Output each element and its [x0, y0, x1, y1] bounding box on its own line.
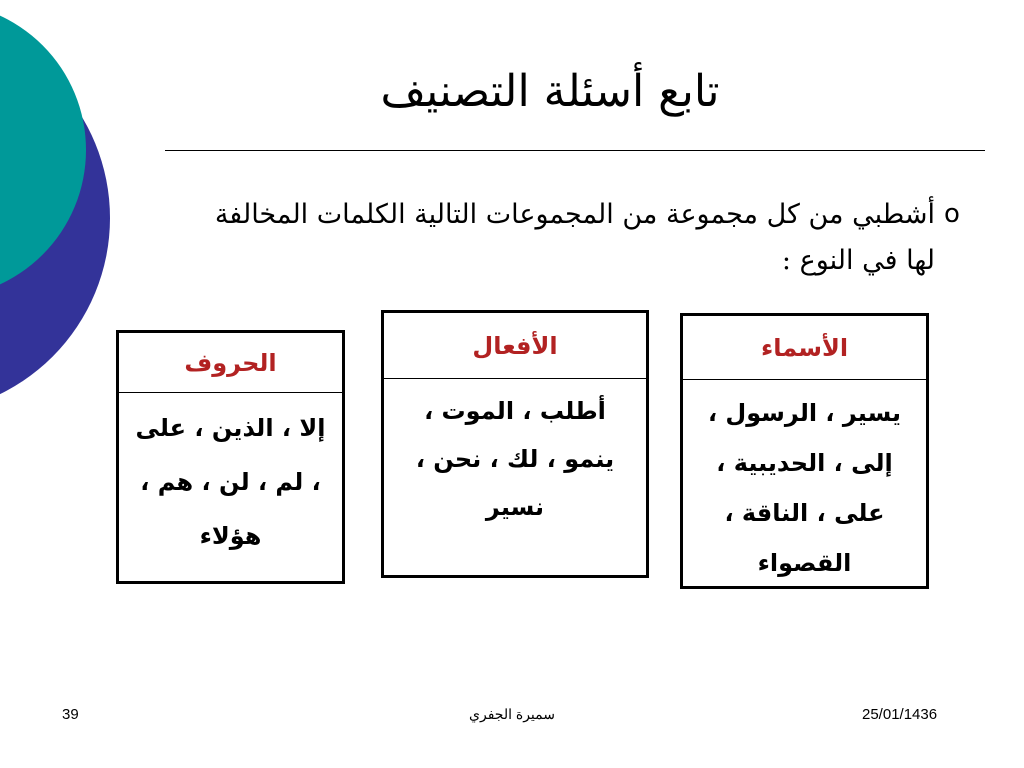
box-verbs-header: الأفعال — [384, 313, 646, 379]
box-verbs-body: أطلب ، الموت ، ينمو ، لك ، نحن ، نسير — [415, 397, 615, 521]
instruction-text: أشطبي من كل مجموعة من المجموعات التالية الكلمات المخالفة لها في النوع : — [214, 199, 935, 276]
title-divider — [165, 150, 985, 151]
box-particles — [116, 330, 345, 584]
decorative-shapes — [0, 0, 120, 400]
page-number: 39 — [62, 706, 79, 723]
box-verbs — [381, 310, 649, 578]
footer-author: سميرة الجفري — [469, 706, 555, 722]
box-nouns-header: الأسماء — [683, 316, 926, 380]
box-particles-body: إلا ، الذين ، على ، لم ، لن ، هم ، هؤلاء — [135, 414, 326, 550]
box-particles-header: الحروف — [119, 333, 342, 393]
box-nouns — [680, 313, 929, 589]
footer-date: 25/01/1436 — [862, 706, 938, 723]
slide-title: تابع أسئلة التصنيف — [380, 66, 720, 117]
box-nouns-body: يسير ، الرسول ، إلى ، الحديبية ، على ، الناقة ، القصواء — [707, 399, 902, 577]
bullet-marker: o — [944, 199, 960, 229]
